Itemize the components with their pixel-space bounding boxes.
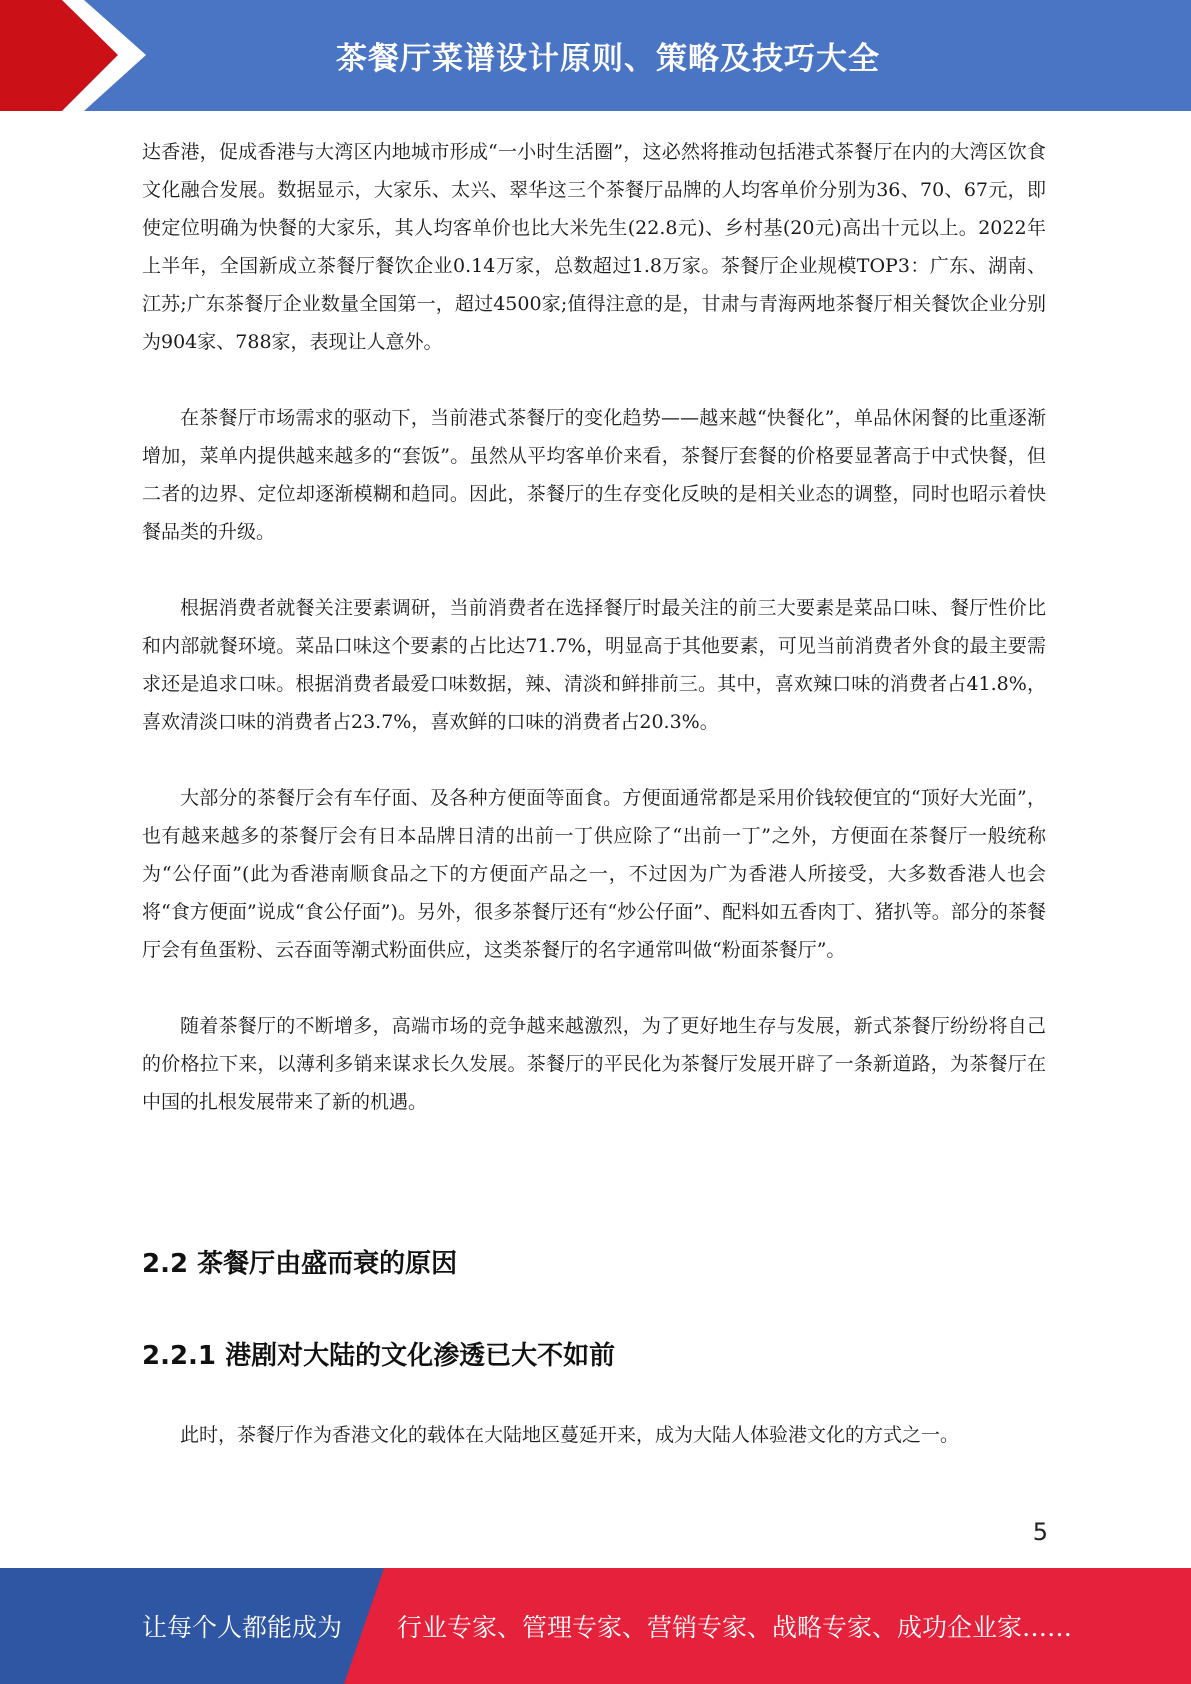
- page-number: 5: [1032, 1518, 1048, 1546]
- page-footer: [0, 1568, 1191, 1684]
- paragraph: 大部分的茶餐厅会有车仔面、及各种方便面等面食。方便面通常都是采用价钱较便宜的“顶好大光面”，也有越来越多的茶餐厅会有日本品牌日清的出前一丁供应除了“出前一丁”之外，方便面在茶餐厅一般统称为“公仔面”(此为香港南顺食品之下的方便面产品之一，不过因为广为香港人所接受，大多数香港人也会将“食方便面”说成“食公仔面”)。另外，很多茶餐厅还有“炒公仔面”、配料如五香肉丁、猪扒等。部分的茶餐厅会有鱼蛋粉、云吞面等潮式粉面供应，这类茶餐厅的名字通常叫做“粉面茶餐厅”。: [142, 787, 1046, 961]
- footer-tagline: 行业专家、管理专家、营销专家、战略专家、成功企业家……: [397, 1613, 1073, 1642]
- body-content: [142, 133, 1046, 1121]
- header-title: 茶餐厅菜谱设计原则、策略及技巧大全: [336, 41, 880, 77]
- footer-slogan: 让每个人都能成为: [142, 1613, 343, 1642]
- paragraph: 根据消费者就餐关注要素调研，当前消费者在选择餐厅时最关注的前三大要素是菜品口味、餐厅性价比和内部就餐环境。菜品口味这个要素的占比达71.7%，明显高于其他要素，可见当前消费者外食的最主要需求还是追求口味。根据消费者最爱口味数据，辣、清淡和鲜排前三。其中，喜欢辣口味的消费者占41.8%，喜欢清淡口味的消费者占23.7%，喜欢鲜的口味的消费者占20.3%。: [142, 597, 1046, 733]
- paragraph: 随着茶餐厅的不断增多，高端市场的竞争越来越激烈，为了更好地生存与发展，新式茶餐厅纷纷将自己的价格拉下来，以薄利多销来谋求长久发展。茶餐厅的平民化为茶餐厅发展开辟了一条新道路，为茶餐厅在中国的扎根发展带来了新的机遇。: [142, 1015, 1046, 1113]
- paragraph-continued: 达香港，促成香港与大湾区内地城市形成“一小时生活圈”，这必然将推动包括港式茶餐厅在内的大湾区饮食文化融合发展。数据显示，大家乐、太兴、翠华这三个茶餐厅品牌的人均客单价分别为36、70、67元，即使定位明确为快餐的大家乐，其人均客单价也比大米先生(22.8元)、乡村基(20元)高出十元以上。2022年上半年，全国新成立茶餐厅餐饮企业0.14万家，总数超过1.8万家。茶餐厅企业规模TOP3：广东、湖南、江苏;广东茶餐厅企业数量全国第一，超过4500家;值得注意的是，甘肃与青海两地茶餐厅相关餐饮企业分别为904家、788家，表现让人意外。: [142, 141, 1046, 353]
- section-heading: 2.2 茶餐厅由盛而衰的原因: [142, 1249, 458, 1279]
- subsection-heading: 2.2.1 港剧对大陆的文化渗透已大不如前: [142, 1341, 616, 1371]
- paragraph: 在茶餐厅市场需求的驱动下，当前港式茶餐厅的变化趋势——越来越“快餐化”，单品休闲餐的比重逐渐增加，菜单内提供越来越多的“套饭”。虽然从平均客单价来看，茶餐厅套餐的价格要显著高于中式快餐，但二者的边界、定位却逐渐模糊和趋同。因此，茶餐厅的生存变化反映的是相关业态的调整，同时也昭示着快餐品类的升级。: [142, 407, 1046, 543]
- paragraph: 此时，茶餐厅作为香港文化的载体在大陆地区蔓延开来，成为大陆人体验港文化的方式之一。: [180, 1424, 960, 1446]
- page-header: [0, 0, 1191, 111]
